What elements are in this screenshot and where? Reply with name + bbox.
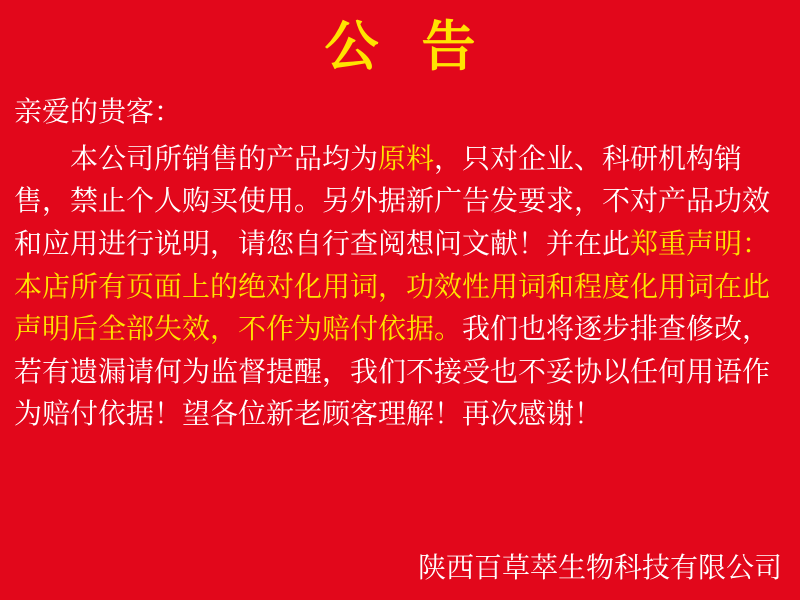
highlight-statement: 郑重声明：本店所有页面上的绝对化用词，功效性用词和程度化用词在此声明后全部失效，不作为赔付依据。 bbox=[14, 228, 771, 345]
announcement-body bbox=[0, 77, 800, 435]
salutation-text: 亲爱的贵客： bbox=[14, 96, 183, 128]
company-signature: 陕西百草萃生物科技有限公司 bbox=[417, 552, 782, 583]
body-paragraph bbox=[14, 138, 784, 436]
body-segment-3: 我们也将逐步排查修改，若有遗漏请何为监督提醒，我们不接受也不妥协以任何用语作为赔付依据！望各位新老顾客理解！再次感谢！ bbox=[14, 313, 771, 430]
page-title: 公 告 bbox=[324, 17, 490, 77]
body-segment-2: ，只对企业、科研机构销售，禁止个人购买使用。另外据新广告发要求，不对产品功效和应用进行说明，请您自行查阅想问文献！并在此 bbox=[14, 142, 771, 260]
body-segment-1: 本公司所销售的产品均为 bbox=[70, 142, 379, 174]
highlight-raw-material: 原料 bbox=[378, 142, 435, 174]
